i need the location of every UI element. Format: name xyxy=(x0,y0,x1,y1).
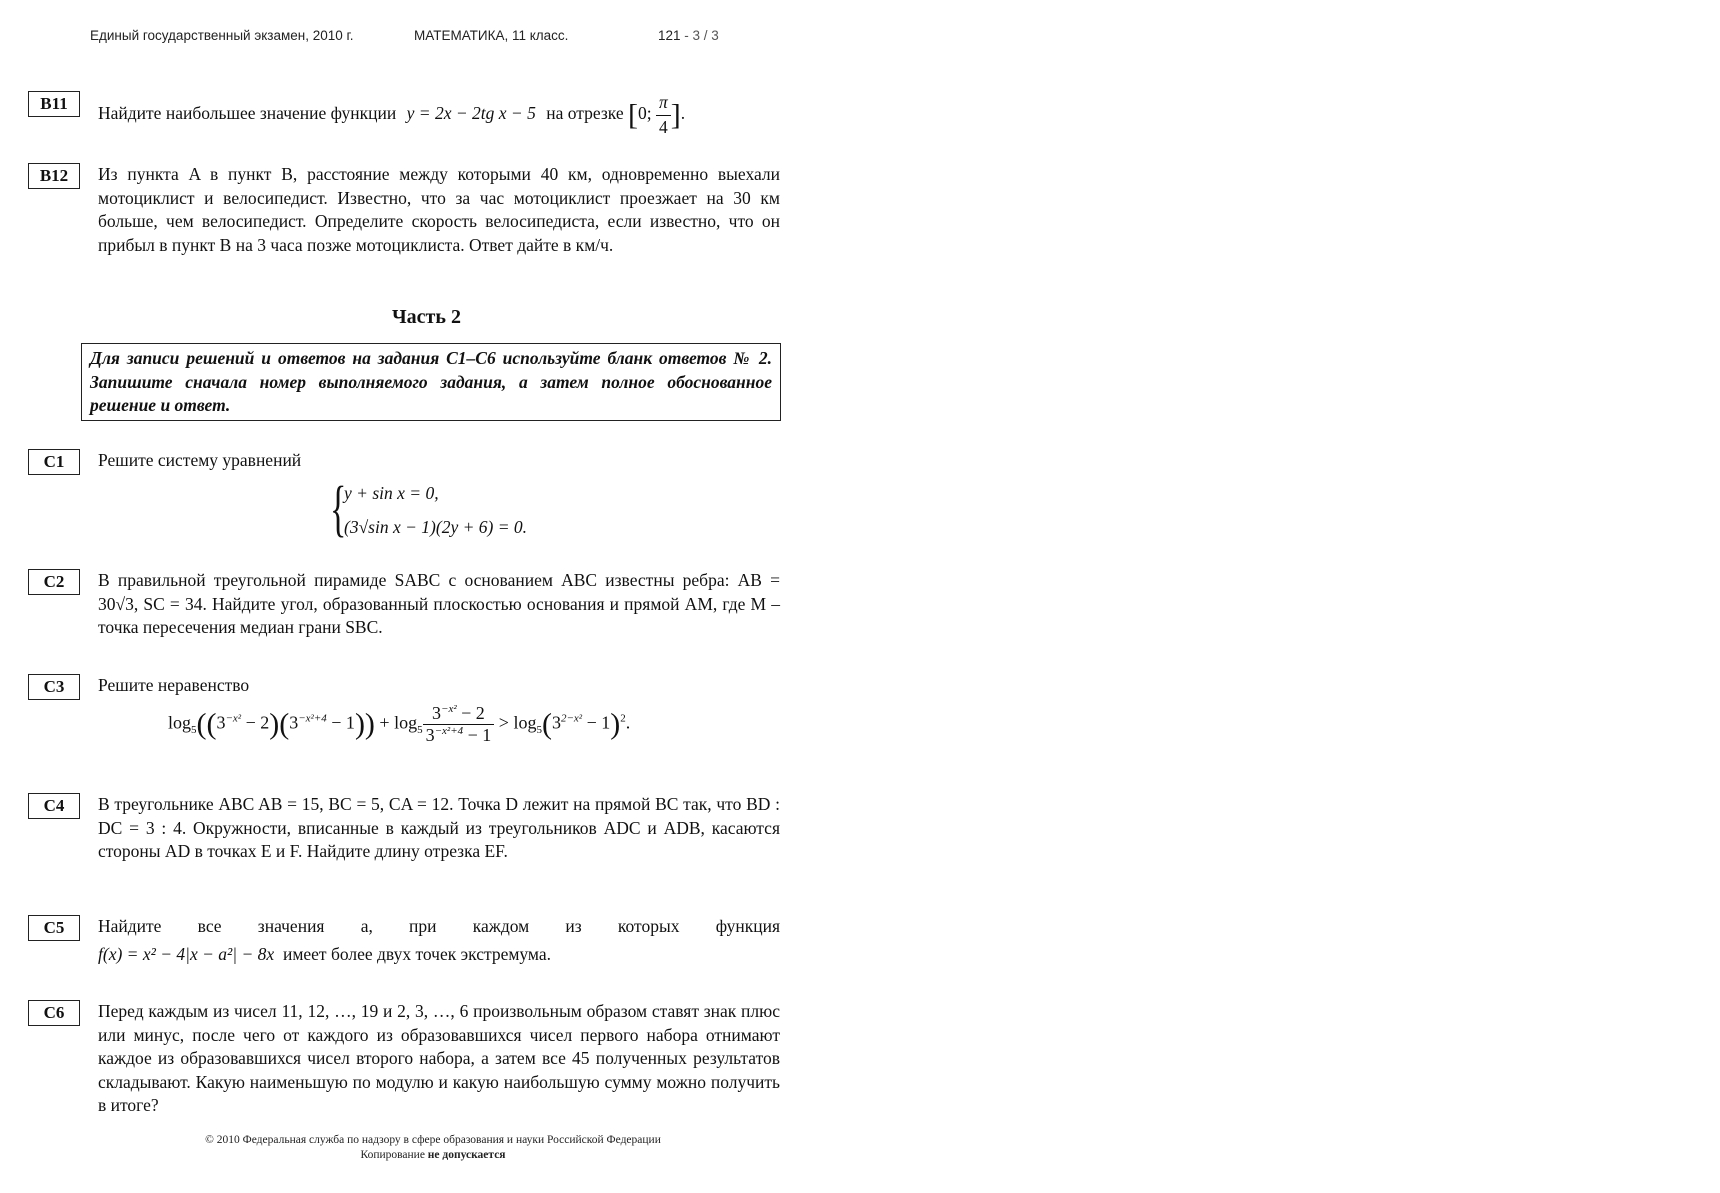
c1-eq1: y + sin x = 0, xyxy=(344,483,439,503)
task-label: C5 xyxy=(28,915,80,941)
log-base-2: 5 xyxy=(417,724,423,737)
footer-line2 xyxy=(168,1148,698,1163)
task-label: C2 xyxy=(28,569,80,595)
c2-text: В правильной треугольной пирамиде SABC с основанием ABC известны ребра: AB = 30√3, SC = 34. Найдите угол, образованный плоскостью основания и прямой AM, где M – точка пересечения медиан грани SBC. xyxy=(98,570,780,637)
task-c2 xyxy=(28,569,780,640)
c5-body xyxy=(98,915,780,966)
task-c3 xyxy=(28,674,780,698)
frac-num: $3^{-x^2} - 2$ xyxy=(423,703,495,725)
header-subject: МАТЕМАТИКА, 11 класс. xyxy=(414,28,569,43)
c3-inequality: $\log_5((3^{-x^2} - 2)(3^{-x^2+4} - 1)) + \log_5$ $\frac{3^{-x^2} - 2}{3^{-x^2+4} - 1}$ > $\log_5(3^{2-x^2} - 1)^2$. xyxy=(168,703,631,745)
frac-num: π xyxy=(656,91,671,116)
c3-text: Решите неравенство xyxy=(98,675,250,695)
task-b11 xyxy=(28,91,780,139)
footer-prefix: Копирование xyxy=(360,1149,425,1161)
pi-over-4 xyxy=(656,91,671,139)
bracket-right: ] xyxy=(670,98,681,132)
footer-bold: не допускается xyxy=(427,1149,506,1161)
b11-interval-left: 0; xyxy=(637,103,652,124)
task-c1 xyxy=(28,449,780,473)
task-label: B12 xyxy=(28,163,80,189)
c1-eq2: (3√sin x − 1)(2y + 6) = 0. xyxy=(344,517,528,537)
frac-den: $3^{-x^2+4} - 1$ xyxy=(425,725,492,745)
b11-end: . xyxy=(680,103,686,124)
task-label: C1 xyxy=(28,449,80,475)
gt-sign: > xyxy=(498,712,509,733)
header-page-num: 121 xyxy=(658,28,681,43)
header-page-sub: - 3 / 3 xyxy=(684,28,719,43)
header-page xyxy=(658,28,719,43)
c5-formula: f(x) = x² − 4|x − a²| − 8x xyxy=(98,943,275,964)
task-c4 xyxy=(28,793,780,864)
bracket-left: [ xyxy=(627,98,638,132)
log-base-1: 5 xyxy=(191,724,197,737)
c1-text: Решите систему уравнений xyxy=(98,450,302,470)
c6-text: Перед каждым из чисел 11, 12, …, 19 и 2, 3, …, 6 произвольным образом ставят знак плюс или минус, после чего от каждого из образовавшихся чисел первого набора отнимают каждое из образовавшихся чисел второго набора, а затем все 45 полученных результатов складывают. Какую наименьшую по модулю и какую наибольшую сумму можно получить в итоге? xyxy=(98,1001,780,1115)
footer xyxy=(168,1133,698,1163)
frac-den: 4 xyxy=(659,116,668,137)
part2-title: Часть 2 xyxy=(392,306,461,328)
b12-text: Из пункта A в пункт B, расстояние между которыми 40 км, одновременно выехали мотоциклист и велосипедист. Известно, что за час мотоциклист проезжает на 30 км больше, чем велосипедист. Определите скорость велосипедиста, если известно, что он прибыл в пункт B на 3 часа позже мотоциклиста. Ответ дайте в км/ч. xyxy=(98,164,780,255)
c3-fraction xyxy=(423,703,495,746)
b11-text2: на отрезке xyxy=(546,103,624,124)
c5-text: Найдите все значения a, при каждом из которых функция xyxy=(98,916,780,936)
c3-end: . xyxy=(625,712,631,733)
system-brace: { xyxy=(330,475,347,543)
task-label: C4 xyxy=(28,793,80,819)
c1-system xyxy=(330,475,528,544)
log-3: log xyxy=(513,712,537,733)
log-2: log xyxy=(394,712,418,733)
b11-formula: y = 2x − 2tg x − 5 xyxy=(406,103,536,124)
c5-line2 xyxy=(98,943,780,967)
task-label: B11 xyxy=(28,91,80,117)
header-exam: Единый государственный экзамен, 2010 г. xyxy=(90,28,354,43)
task-c6 xyxy=(28,1000,780,1118)
task-body xyxy=(98,91,780,139)
footer-line1: © 2010 Федеральная служба по надзору в сфере образования и науки Российской Федерации xyxy=(205,1134,661,1146)
c5-text2: имеет более двух точек экстремума. xyxy=(282,943,552,964)
task-label: C3 xyxy=(28,674,80,700)
b11-text: Найдите наибольшее значение функции xyxy=(98,103,397,124)
c4-text: В треугольнике ABC AB = 15, BC = 5, CA = 12. Точка D лежит на прямой BC так, что BD : DC = 3 : 4. Окружности, вписанные в каждый из треугольников ADC и ADB, касаются стороны AD в точках E и F. Найдите длину отрезка EF. xyxy=(98,794,780,861)
task-c5 xyxy=(28,915,780,966)
log-1: log xyxy=(168,712,192,733)
task-b12 xyxy=(28,163,780,257)
log-base-3: 5 xyxy=(536,724,542,737)
part2-instruction: Для записи решений и ответов на задания C1–C6 используйте бланк ответов № 2. Запишите сначала номер выполняемого задания, а затем полное обоснованное решение и ответ. xyxy=(81,343,781,421)
task-label: C6 xyxy=(28,1000,80,1026)
plus-sign: + xyxy=(379,712,390,733)
